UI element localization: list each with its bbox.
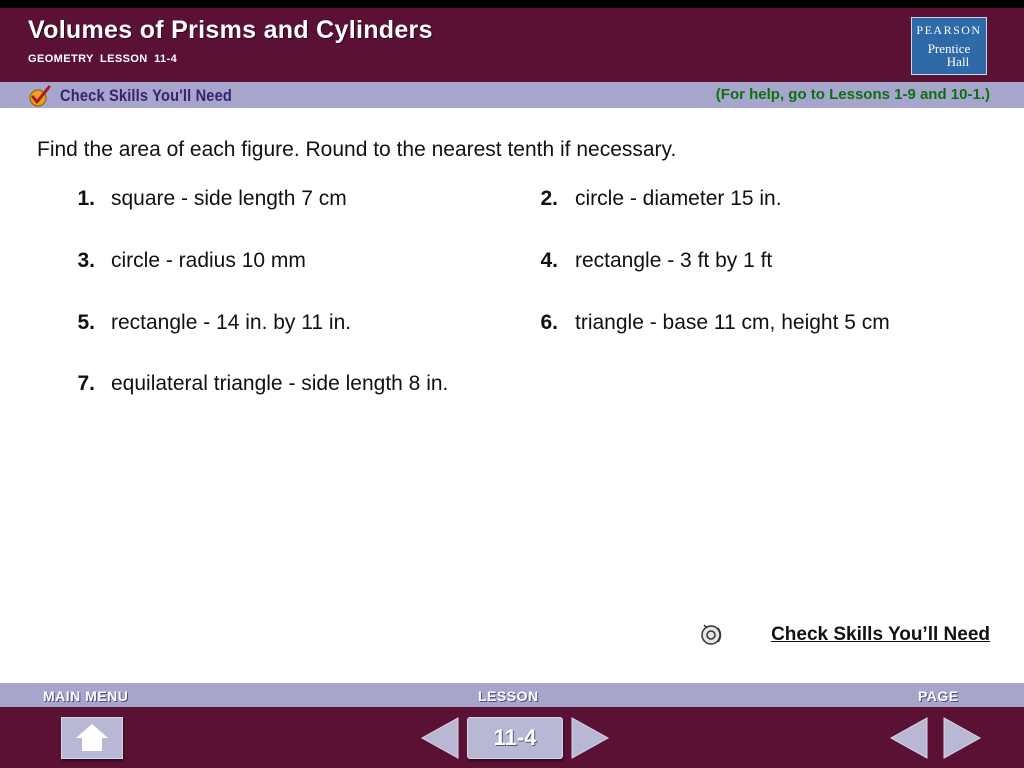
check-skills-bar [0, 82, 1024, 108]
next-page-button[interactable] [942, 716, 982, 760]
problem-text: square - side length 7 cm [111, 187, 347, 210]
lesson-number: 11-4 [467, 717, 563, 759]
problem-text: rectangle - 3 ft by 1 ft [575, 249, 773, 272]
lesson-label: LESSON [478, 688, 539, 704]
pearson-logo [911, 17, 987, 75]
check-skills-link[interactable]: Check Skills You’ll Need [771, 624, 990, 645]
top-strip [0, 0, 1024, 8]
problem-number: 2. [540, 187, 558, 210]
problem-number: 1. [77, 187, 95, 210]
problem-number: 4. [540, 249, 558, 272]
problem-text: rectangle - 14 in. by 11 in. [111, 311, 352, 334]
page-title: Volumes of Prisms and Cylinders [28, 16, 433, 44]
logo-line-3: Hall [946, 54, 970, 69]
logo-line-1: PEARSON [916, 23, 982, 37]
footer-nav [0, 707, 1024, 768]
home-icon [62, 718, 122, 758]
problem-text: circle - radius 10 mm [111, 249, 306, 272]
footer-label-bar [0, 683, 1024, 707]
main-menu-button[interactable] [61, 717, 123, 759]
problem-text: equilateral triangle - side length 8 in. [111, 372, 449, 395]
problem-number: 5. [77, 311, 95, 334]
problem-number: 6. [540, 311, 558, 334]
checkmark-icon [28, 85, 52, 107]
help-note: (For help, go to Lessons 1-9 and 10-1.) [715, 86, 990, 103]
problem-number: 7. [77, 372, 95, 395]
previous-lesson-button[interactable] [420, 716, 460, 760]
check-skills-title: Check Skills You'll Need [60, 86, 233, 105]
problem-text: triangle - base 11 cm, height 5 cm [575, 311, 890, 334]
logo-line-2: Prentice [927, 41, 971, 56]
header [0, 8, 1024, 82]
problem-text: circle - diameter 15 in. [575, 187, 782, 210]
previous-page-button[interactable] [889, 716, 929, 760]
page-label: PAGE [918, 688, 959, 704]
speaker-icon[interactable] [700, 622, 724, 648]
next-lesson-button[interactable] [570, 716, 610, 760]
main-menu-label: MAIN MENU [43, 688, 129, 704]
instructions: Find the area of each figure. Round to the nearest tenth if necessary. [37, 138, 677, 161]
lesson-subtitle: GEOMETRY LESSON 11-4 [28, 53, 178, 65]
problem-number: 3. [77, 249, 95, 272]
